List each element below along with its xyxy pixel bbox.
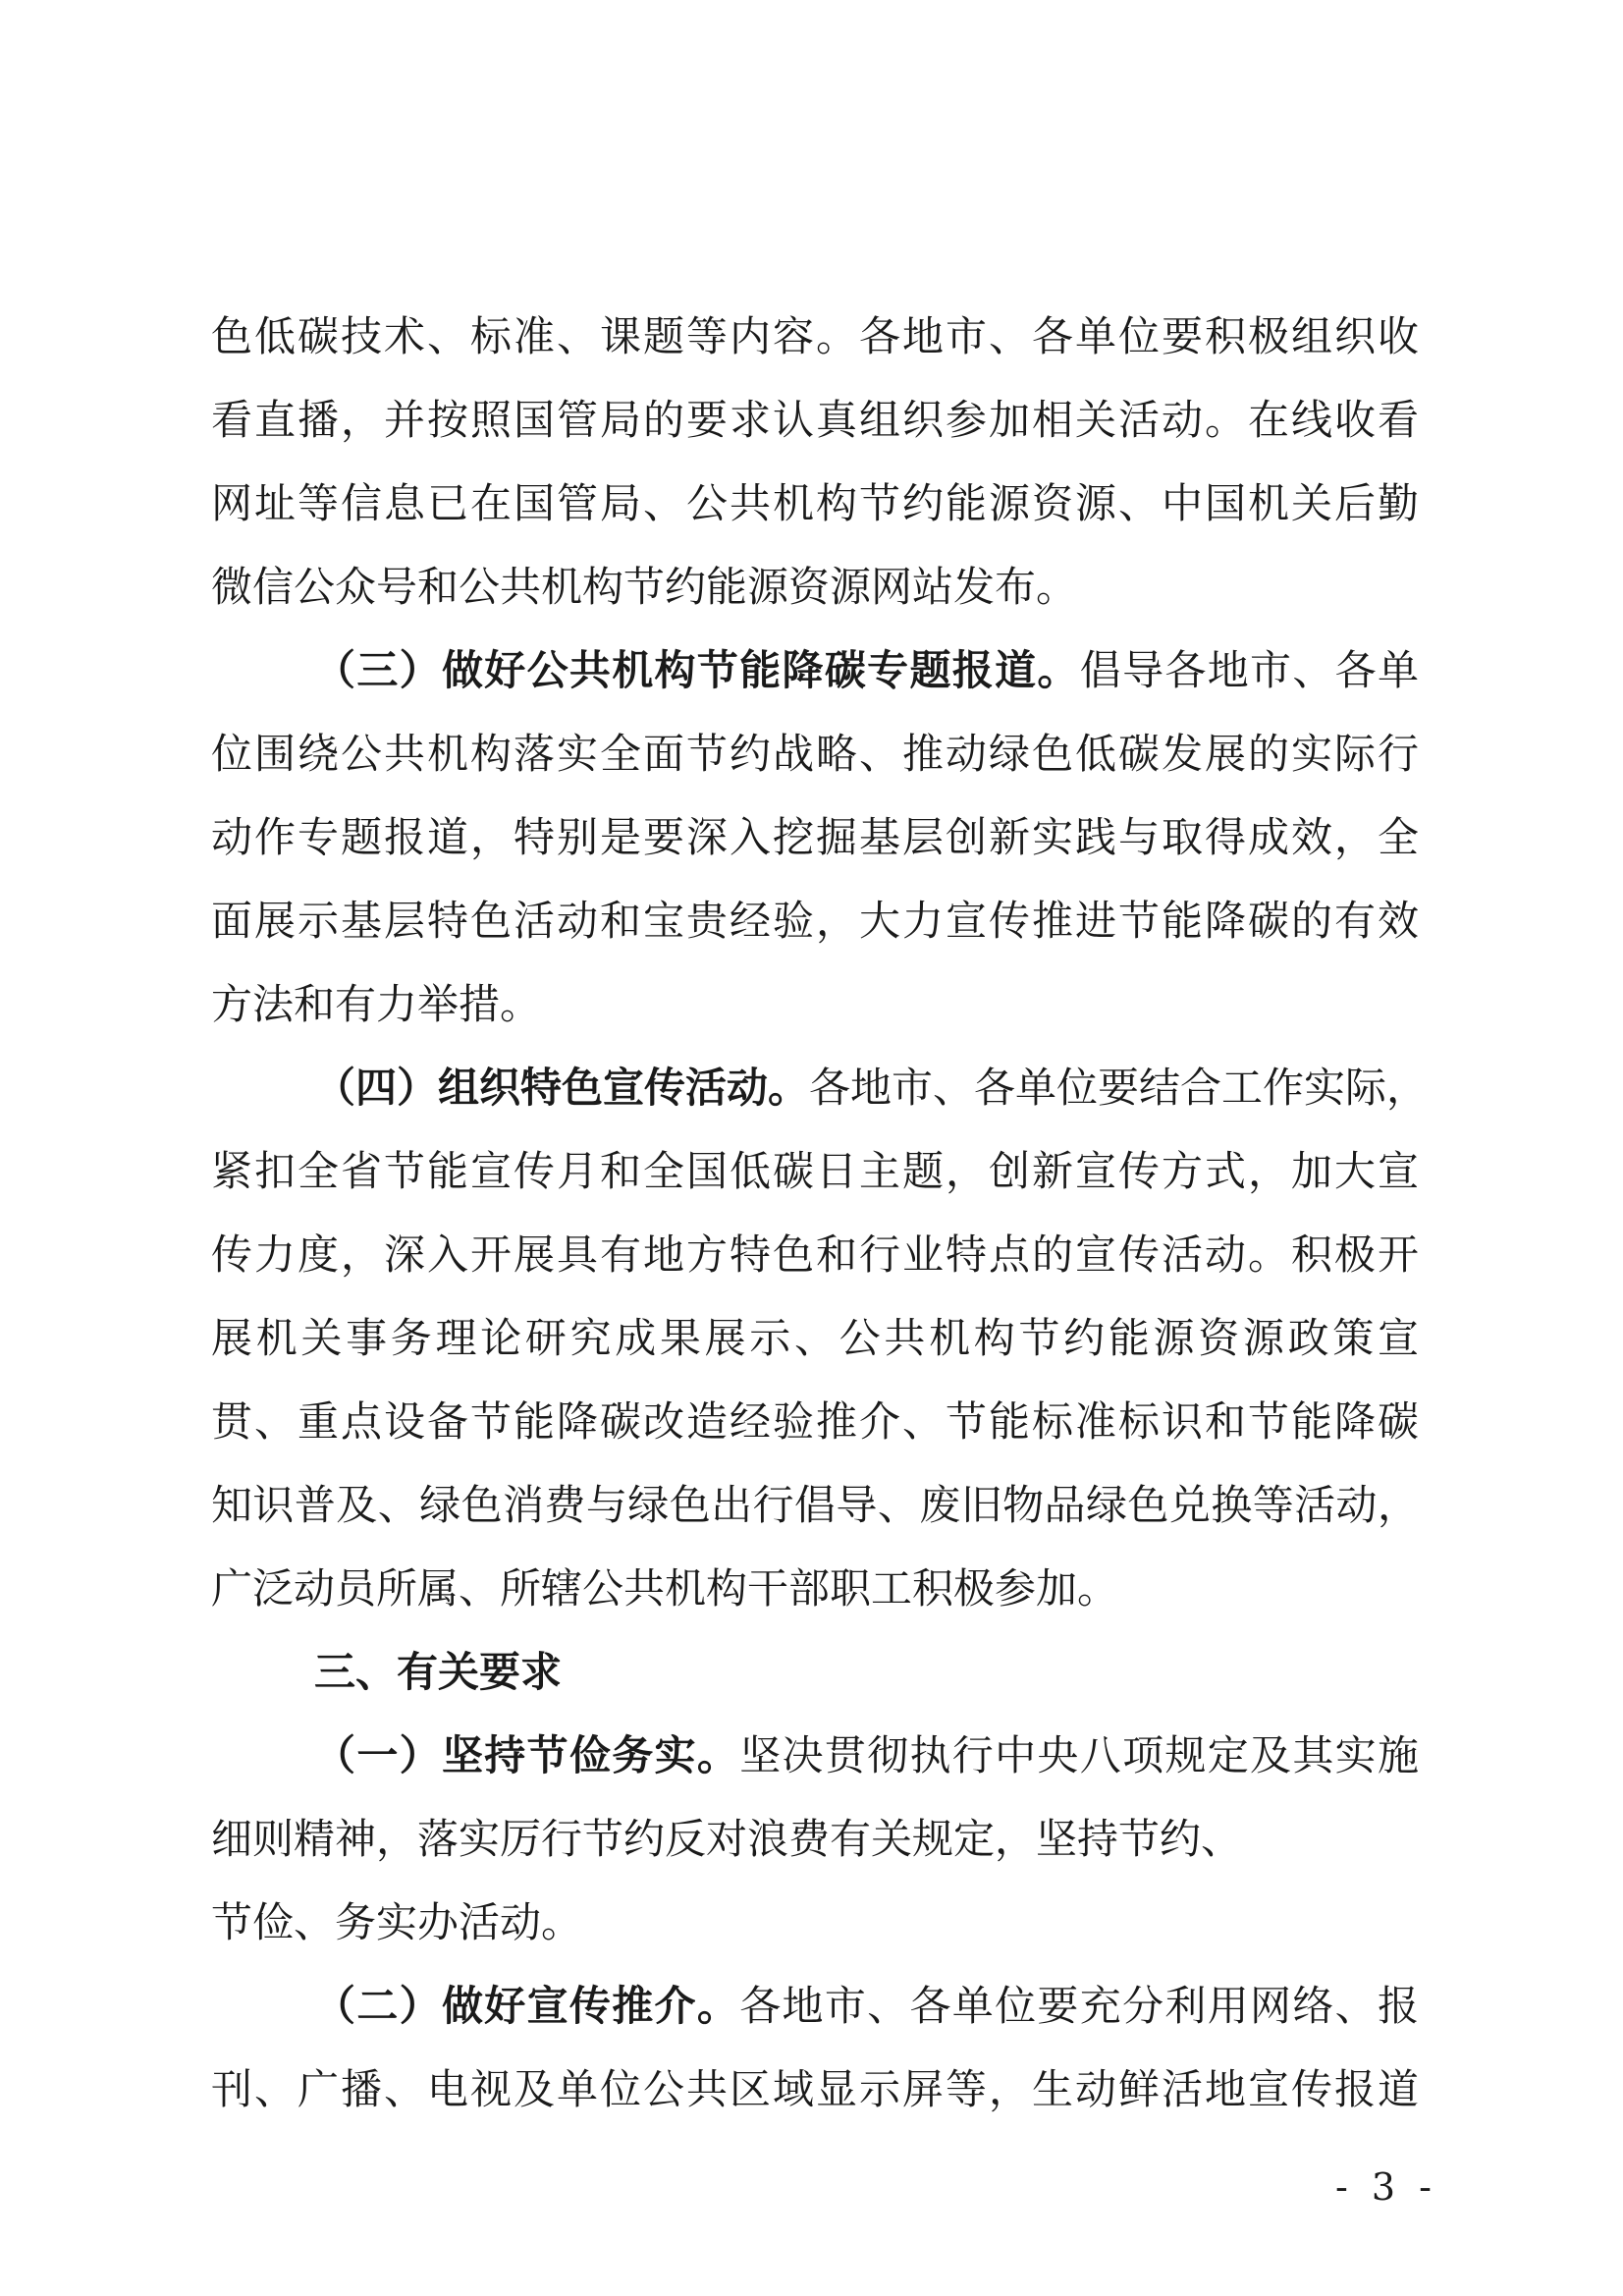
paragraph-line: 贯、重点设备节能降碳改造经验推介、节能标准标识和节能降碳 [211, 1397, 1419, 1446]
paragraph-line: 动作专题报道，特别是要深入挖掘基层创新实践与取得成效，全 [211, 813, 1419, 861]
paragraph-line: 微信公众号和公共机构节约能源资源网站发布。 [211, 563, 1078, 611]
paragraph-line: 传力度，深入开展具有地方特色和行业特点的宣传活动。积极开 [211, 1230, 1419, 1279]
paragraph-line: 网址等信息已在国管局、公共机构节约能源资源、中国机关后勤 [211, 479, 1419, 527]
paragraph-line: 知识普及、绿色消费与绿色出行倡导、废旧物品绿色兑换等活动， [211, 1481, 1419, 1529]
chapter-heading: 三、有关要求 [314, 1648, 563, 1696]
section-line [314, 1059, 1429, 1118]
section-line [314, 1726, 1419, 1785]
section-heading: （三）做好公共机构节能降碳专题报道。 [314, 646, 1080, 694]
paragraph-line: 刊、广播、电视及单位公共区域显示屏等，生动鲜活地宣传报道 [211, 2065, 1419, 2113]
section-heading: （四）组织特色宣传活动。 [314, 1064, 810, 1112]
paragraph-line: 色低碳技术、标准、课题等内容。各地市、各单位要积极组织收 [211, 312, 1419, 360]
section-text: 各地市、各单位要结合工作实际， [809, 1064, 1429, 1112]
section-heading: （二）做好宣传推介。 [314, 1982, 740, 2030]
section-line [314, 641, 1419, 700]
section-text: 倡导各地市、各单 [1079, 646, 1419, 694]
paragraph-line: 细则精神，落实厉行节约反对浪费有关规定，坚持节约、 [211, 1815, 1243, 1863]
paragraph-line: 位围绕公共机构落实全面节约战略、推动绿色低碳发展的实际行 [211, 730, 1419, 778]
paragraph-line: 广泛动员所属、所辖公共机构干部职工积极参加。 [211, 1564, 1119, 1613]
paragraph-line: 看直播，并按照国管局的要求认真组织参加相关活动。在线收看 [211, 396, 1419, 444]
section-heading: （一）坚持节俭务实。 [314, 1731, 740, 1779]
paragraph-line: 方法和有力举措。 [211, 980, 542, 1028]
paragraph-line: 面展示基层特色活动和宝贵经验，大力宣传推进节能降碳的有效 [211, 897, 1419, 945]
section-line [314, 1977, 1419, 2036]
paragraph-line: 节俭、务实办活动。 [211, 1898, 583, 1946]
paragraph-line: 紧扣全省节能宣传月和全国低碳日主题，创新宣传方式，加大宣 [211, 1147, 1419, 1195]
section-text: 各地市、各单位要充分利用网络、报 [739, 1982, 1419, 2030]
section-text: 坚决贯彻执行中央八项规定及其实施 [739, 1731, 1419, 1779]
page-number: - 3 - [1335, 2165, 1438, 2209]
paragraph-line: 展机关事务理论研究成果展示、公共机构节约能源资源政策宣 [211, 1314, 1419, 1362]
